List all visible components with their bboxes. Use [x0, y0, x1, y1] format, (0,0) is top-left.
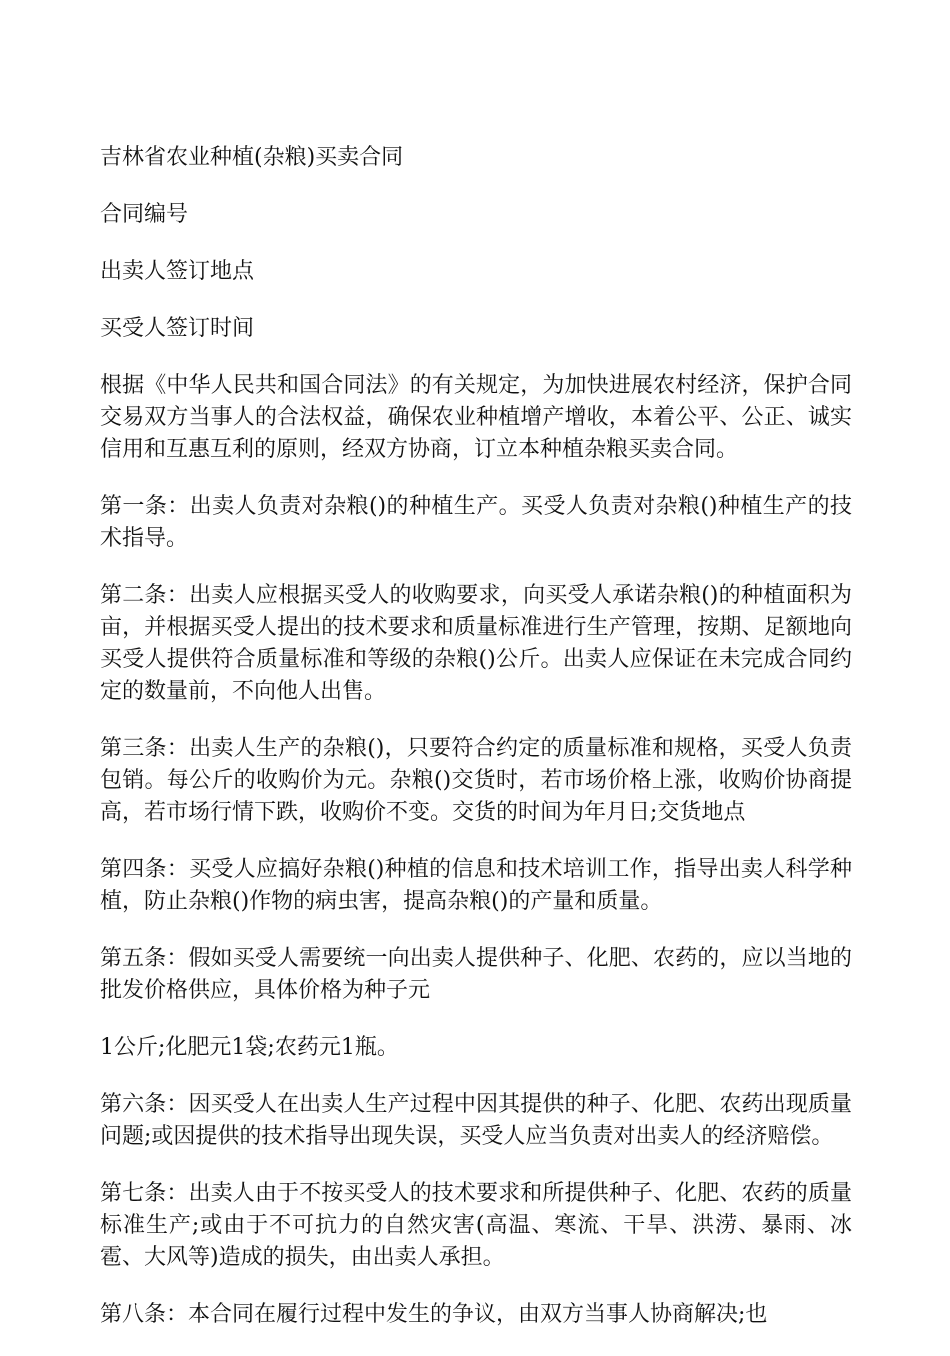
- preamble-paragraph: 根据《中华人民共和国合同法》的有关规定，为加快进展农村经济，保护合同交易双方当事人的合法权益，确保农业种植增产增收，本着公平、公正、诚实信用和互惠互利的原则，经双方协商，订立本种植杂粮买卖合同。: [100, 373, 852, 462]
- document-title: 吉林省农业种植(杂粮)买卖合同: [100, 145, 404, 170]
- article-5-prices: 1公斤;化肥元1袋;农药元1瓶。: [100, 1035, 399, 1060]
- article-5: 第五条：假如买受人需要统一向出卖人提供种子、化肥、农药的，应以当地的批发价格供应，具体价格为种子元: [100, 946, 852, 1003]
- article-7: 第七条：出卖人由于不按买受人的技术要求和所提供种子、化肥、农药的质量标准生产;或由于不可抗力的自然灾害(高温、寒流、干旱、洪涝、暴雨、冰雹、大风等)造成的损失，由出卖人承担。: [100, 1181, 852, 1270]
- article-1: 第一条：出卖人负责对杂粮()的种植生产。买受人负责对杂粮()种植生产的技术指导。: [100, 494, 852, 551]
- article-4: 第四条：买受人应搞好杂粮()种植的信息和技术培训工作，指导出卖人科学种植，防止杂粮()作物的病虫害，提高杂粮()的产量和质量。: [100, 857, 852, 914]
- article-6: 第六条：因买受人在出卖人生产过程中因其提供的种子、化肥、农药出现质量问题;或因提供的技术指导出现失误，买受人应当负责对出卖人的经济赔偿。: [100, 1092, 852, 1149]
- article-3: 第三条：出卖人生产的杂粮()，只要符合约定的质量标准和规格，买受人负责包销。每公斤的收购价为元。杂粮()交货时，若市场价格上涨，收购价协商提高，若市场行情下跌，收购价不变。交货的时间为年月日;交货地点: [100, 736, 852, 825]
- article-2: 第二条：出卖人应根据买受人的收购要求，向买受人承诺杂粮()的种植面积为亩，并根据买受人提出的技术要求和质量标准进行生产管理，按期、足额地向买受人提供符合质量标准和等级的杂粮()公斤。出卖人应保证在未完成合同约定的数量前，不向他人出售。: [100, 583, 852, 704]
- document-page: [100, 142, 852, 1356]
- contract-number-label: 合同编号: [100, 202, 189, 227]
- seller-place-label: 出卖人签订地点: [100, 259, 255, 284]
- buyer-time-label: 买受人签订时间: [100, 316, 255, 341]
- article-8: 第八条：本合同在履行过程中发生的争议，由双方当事人协商解决;也: [100, 1302, 768, 1327]
